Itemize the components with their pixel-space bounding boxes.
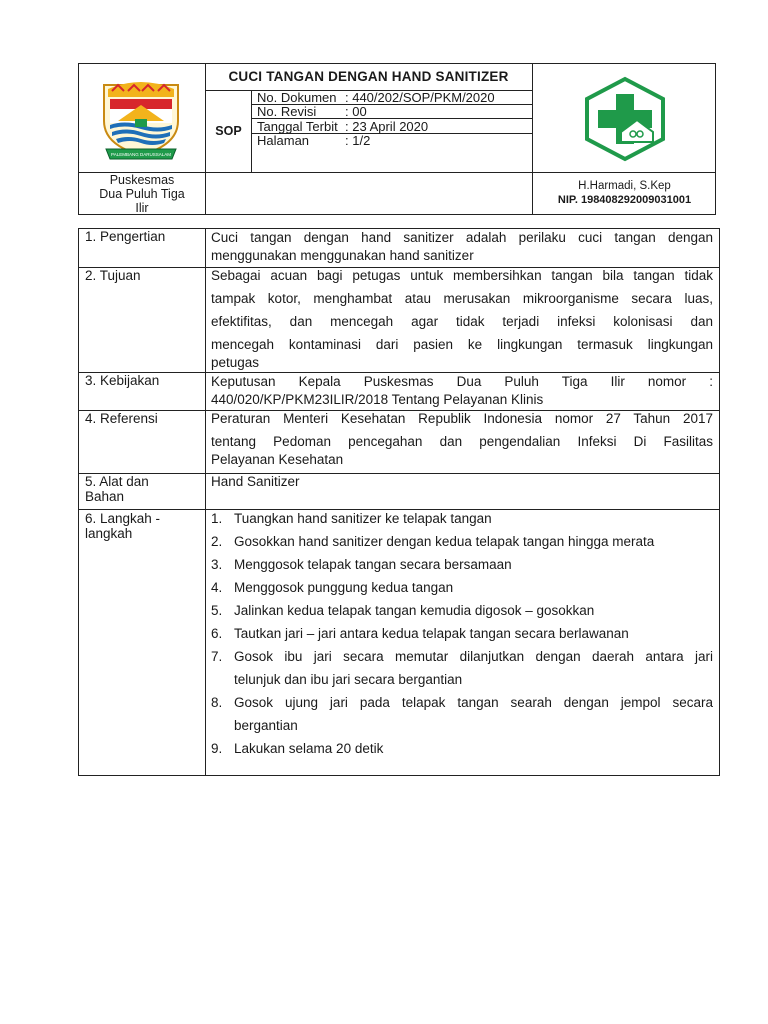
step-text: Tautkan jari – jari antara kedua telapak tangan secara berlawanan xyxy=(234,626,629,641)
step-text: Gosokkan hand sanitizer dengan kedua telapak tangan hingga merata xyxy=(234,534,655,549)
step-number: 1. xyxy=(211,511,223,526)
referensi-line-3: Pelayanan Kesehatan xyxy=(211,452,344,467)
row-content-kebijakan xyxy=(211,370,713,407)
page-title: CUCI TANGAN DENGAN HAND SANITIZER xyxy=(228,69,509,84)
institution-line-2: Dua Puluh Tiga xyxy=(99,187,185,201)
institution-name xyxy=(79,173,205,215)
institution-line-3: Ilir xyxy=(135,201,149,215)
kebijakan-line-1: Keputusan Kepala Puskesmas Dua Puluh Tiga Ilir nomor : xyxy=(211,374,713,389)
step-7-line-1: Gosok ibu jari secara memutar dilanjutkan dengan daerah antara jari xyxy=(234,649,713,664)
step-item xyxy=(211,553,713,576)
step-number: 9. xyxy=(211,741,223,756)
row-label-pengertian: 1. Pengertian xyxy=(85,229,166,244)
header-divider-left xyxy=(205,63,206,215)
step-7-line-2: telunjuk dan ibu jari secara bergantian xyxy=(234,672,463,687)
step-item xyxy=(211,599,713,622)
step-number: 8. xyxy=(211,695,223,710)
step-8-line-1: Gosok ujung jari pada telapak tangan searah dengan jempol secara xyxy=(234,695,713,710)
row-label-tujuan: 2. Tujuan xyxy=(85,268,141,283)
step-item xyxy=(211,737,713,760)
row-divider-4 xyxy=(78,473,720,474)
alat-label-line-1: 5. Alat dan xyxy=(85,474,149,489)
tujuan-line-1: Sebagai acuan bagi petugas untuk membersihkan tangan bila tangan tidak xyxy=(211,268,713,283)
referensi-line-2: tentang Pedoman pencegahan dan pengendalian Infeksi Di Fasilitas xyxy=(211,434,713,449)
step-item xyxy=(211,530,713,553)
row-label-referensi: 4. Referensi xyxy=(85,411,158,426)
row-label-kebijakan: 3. Kebijakan xyxy=(85,373,160,388)
tujuan-line-5: petugas xyxy=(211,355,260,370)
pengertian-line-2: menggunakan menggunakan hand sanitizer xyxy=(211,248,474,263)
tujuan-line-4: mencegah kontaminasi dari pasien ke lingkungan termasuk lingkungan xyxy=(211,337,713,352)
step-8-line-2: bergantian xyxy=(234,718,298,733)
step-item xyxy=(211,691,713,737)
step-text: Menggosok punggung kedua tangan xyxy=(234,580,454,595)
signatory-name: H.Harmadi, S.Kep xyxy=(578,180,671,192)
tujuan-line-2: tampak kotor, menghambat atau merusakan mikroorganisme secara luas, xyxy=(211,291,713,306)
row-content-referensi xyxy=(211,407,713,467)
langkah-label-line-2: langkah xyxy=(85,526,133,541)
sop-divider xyxy=(251,90,252,172)
step-number: 4. xyxy=(211,580,223,595)
city-emblem-logo xyxy=(98,75,184,161)
row-content-alat: Hand Sanitizer xyxy=(211,474,300,489)
step-number: 5. xyxy=(211,603,223,618)
row-label-alat xyxy=(85,474,149,504)
doc-field-value-1: : 440/202/SOP/PKM/2020 xyxy=(345,90,495,105)
tujuan-line-3: efektifitas, dan mencegah agar tidak terjadi infeksi kolonisasi dan xyxy=(211,314,713,329)
step-item xyxy=(211,507,713,530)
puskesmas-logo xyxy=(583,76,667,162)
signatory-nip: NIP. 198408292009031001 xyxy=(557,194,692,206)
step-text: Lakukan selama 20 detik xyxy=(234,741,384,756)
langkah-label-line-1: 6. Langkah - xyxy=(85,511,161,526)
steps-list xyxy=(211,507,713,760)
doc-field-label-1: No. Dokumen xyxy=(257,90,337,105)
step-item xyxy=(211,576,713,599)
pengertian-line-1: Cuci tangan dengan hand sanitizer adalah perilaku cuci tangan dengan xyxy=(211,230,713,245)
doc-field-label-4: Halaman xyxy=(257,133,310,148)
step-number: 7. xyxy=(211,649,223,664)
row-content-pengertian xyxy=(211,226,713,263)
doc-field-label-3: Tanggal Terbit xyxy=(257,119,338,134)
content-column-divider xyxy=(205,228,206,776)
doc-field-value-4: : 1/2 xyxy=(345,133,371,148)
doc-field-value-3: : 23 April 2020 xyxy=(345,119,429,134)
step-text xyxy=(234,691,713,737)
row-label-langkah xyxy=(85,511,160,541)
step-number: 3. xyxy=(211,557,223,572)
header-divider-right xyxy=(532,63,533,215)
institution-line-1: Puskesmas xyxy=(109,173,175,187)
row-content-tujuan xyxy=(211,264,713,370)
alat-label-line-2: Bahan xyxy=(85,489,125,504)
step-text: Jalinkan kedua telapak tangan kemudia digosok – gosokkan xyxy=(234,603,595,618)
referensi-line-1: Peraturan Menteri Kesehatan Republik Indonesia nomor 27 Tahun 2017 xyxy=(211,411,713,426)
step-item xyxy=(211,645,713,691)
step-text: Menggosok telapak tangan secara bersamaan xyxy=(234,557,512,572)
step-number: 6. xyxy=(211,626,223,641)
sop-label: SOP xyxy=(215,124,242,138)
step-text xyxy=(234,645,713,691)
kebijakan-line-2: 440/020/KP/PKM23ILIR/2018 Tentang Pelayanan Klinis xyxy=(211,392,544,407)
step-number: 2. xyxy=(211,534,223,549)
emblem-caption: PALEMBANG DARUSSALAM xyxy=(111,152,171,157)
step-item xyxy=(211,622,713,645)
step-text: Tuangkan hand sanitizer ke telapak tangan xyxy=(234,511,492,526)
doc-field-value-2: : 00 xyxy=(345,104,367,119)
doc-field-label-2: No. Revisi xyxy=(257,104,317,119)
